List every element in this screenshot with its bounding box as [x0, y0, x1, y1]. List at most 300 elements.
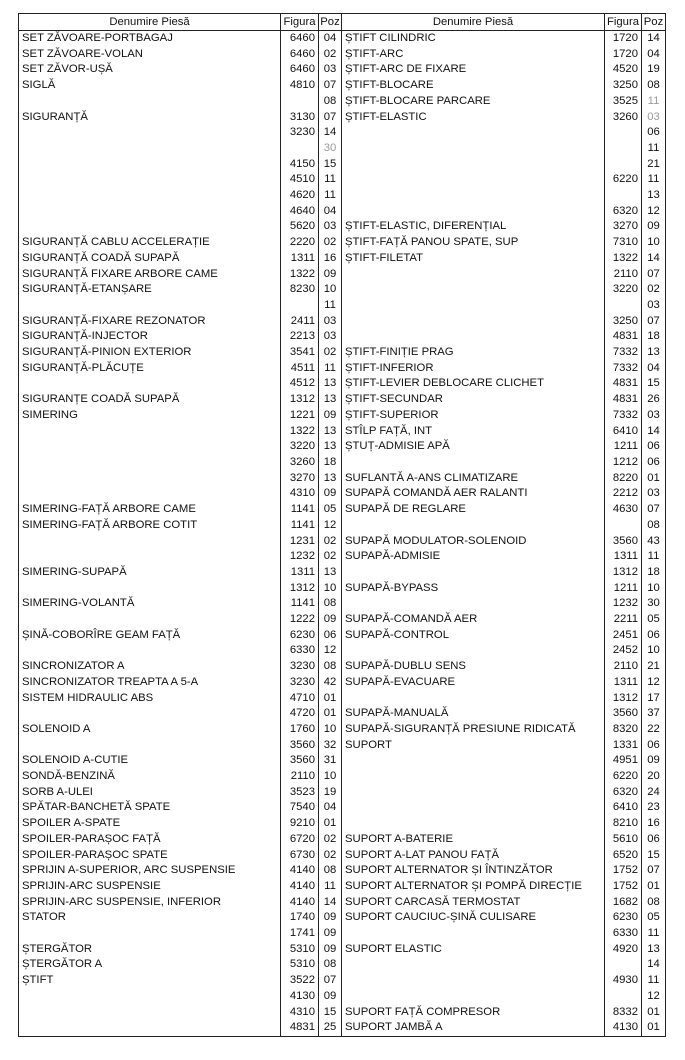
cell-figure-left: 1141	[281, 518, 319, 534]
cell-position-left: 08	[319, 863, 342, 879]
cell-position-right: 18	[642, 329, 666, 345]
table-body	[19, 31, 666, 1037]
cell-position-left: 09	[319, 926, 342, 942]
cell-position-right: 07	[642, 863, 666, 879]
cell-position-right: 08	[642, 518, 666, 534]
cell-figure-left: 3230	[281, 659, 319, 675]
header-position-right: Poz	[642, 14, 666, 31]
cell-position-left: 13	[319, 439, 342, 455]
cell-part-name-right	[342, 785, 605, 801]
cell-position-left: 01	[319, 691, 342, 707]
cell-part-name-left	[19, 706, 281, 722]
cell-position-right: 08	[642, 78, 666, 94]
cell-position-left: 31	[319, 753, 342, 769]
cell-figure-left: 4512	[281, 376, 319, 392]
cell-part-name-right: SUPAPĂ-BYPASS	[342, 581, 605, 597]
cell-part-name-left: STATOR	[19, 910, 281, 926]
table-row	[19, 675, 666, 691]
cell-position-right: 18	[642, 565, 666, 581]
cell-part-name-left	[19, 581, 281, 597]
cell-part-name-left: SPRIJIN-ARC SUSPENSIE, INFERIOR	[19, 895, 281, 911]
cell-position-left: 02	[319, 832, 342, 848]
cell-position-left: 19	[319, 785, 342, 801]
cell-position-left: 09	[319, 267, 342, 283]
cell-position-left: 08	[319, 957, 342, 973]
cell-part-name-left	[19, 738, 281, 754]
cell-figure-right: 2211	[605, 612, 642, 628]
cell-part-name-right: SUPORT A-LAT PANOU FAȚĂ	[342, 848, 605, 864]
cell-figure-right: 1211	[605, 581, 642, 597]
cell-figure-left: 4140	[281, 863, 319, 879]
cell-position-left: 09	[319, 408, 342, 424]
cell-part-name-right	[342, 141, 605, 157]
cell-position-left: 09	[319, 989, 342, 1005]
cell-part-name-right: SUPAPĂ-CONTROL	[342, 628, 605, 644]
cell-part-name-left: ȘTERGĂTOR	[19, 942, 281, 958]
cell-part-name-right: ȘTIFT-LEVIER DEBLOCARE CLICHET	[342, 376, 605, 392]
cell-position-right: 01	[642, 1020, 666, 1036]
table-row	[19, 157, 666, 173]
cell-position-right: 13	[642, 942, 666, 958]
cell-part-name-right: SUPAPĂ-COMANDĂ AER	[342, 612, 605, 628]
cell-figure-left: 4510	[281, 172, 319, 188]
cell-figure-right: 1720	[605, 31, 642, 47]
cell-position-left: 11	[319, 298, 342, 314]
cell-part-name-left	[19, 188, 281, 204]
table-row	[19, 895, 666, 911]
cell-position-right: 04	[642, 361, 666, 377]
cell-figure-right: 6520	[605, 848, 642, 864]
table-row	[19, 471, 666, 487]
table-row	[19, 785, 666, 801]
cell-position-left: 11	[319, 361, 342, 377]
cell-figure-right: 3250	[605, 78, 642, 94]
table-row	[19, 188, 666, 204]
cell-figure-left: 1141	[281, 596, 319, 612]
cell-part-name-right	[342, 267, 605, 283]
cell-figure-left: 3230	[281, 675, 319, 691]
cell-position-right: 07	[642, 267, 666, 283]
cell-figure-left: 1222	[281, 612, 319, 628]
cell-figure-right: 4520	[605, 62, 642, 78]
cell-part-name-right	[342, 314, 605, 330]
cell-position-right: 12	[642, 675, 666, 691]
cell-part-name-right: ȘTIFT-INFERIOR	[342, 361, 605, 377]
header-part-name-left: Denumire Piesă	[19, 14, 281, 31]
cell-figure-left: 2220	[281, 235, 319, 251]
table-row	[19, 596, 666, 612]
cell-part-name-right: ȘTIFT-FILETAT	[342, 251, 605, 267]
cell-position-right: 02	[642, 282, 666, 298]
cell-part-name-right	[342, 643, 605, 659]
cell-figure-left: 6720	[281, 832, 319, 848]
cell-figure-left: 1311	[281, 565, 319, 581]
cell-position-left: 08	[319, 94, 342, 110]
cell-figure-left	[281, 298, 319, 314]
cell-position-right: 15	[642, 848, 666, 864]
table-row	[19, 800, 666, 816]
cell-figure-right: 2212	[605, 486, 642, 502]
cell-part-name-right: SUPAPĂ-MANUALĂ	[342, 706, 605, 722]
cell-part-name-right	[342, 282, 605, 298]
table-row	[19, 1005, 666, 1021]
cell-position-left: 09	[319, 612, 342, 628]
cell-part-name-left: SINCRONIZATOR TREAPTA A 5-A	[19, 675, 281, 691]
cell-part-name-right: SUPAPĂ-SIGURANȚĂ PRESIUNE RIDICATĂ	[342, 722, 605, 738]
cell-part-name-right: ȘTIFT-SUPERIOR	[342, 408, 605, 424]
cell-position-left: 15	[319, 157, 342, 173]
cell-position-right: 11	[642, 973, 666, 989]
cell-position-left: 02	[319, 345, 342, 361]
cell-figure-left: 4130	[281, 989, 319, 1005]
cell-part-name-left	[19, 125, 281, 141]
cell-part-name-right: SUPAPĂ MODULATOR-SOLENOID	[342, 534, 605, 550]
cell-figure-left: 4620	[281, 188, 319, 204]
cell-figure-left: 5310	[281, 957, 319, 973]
cell-position-right: 08	[642, 895, 666, 911]
cell-part-name-left: SIGURANȚĂ	[19, 110, 281, 126]
cell-part-name-right	[342, 298, 605, 314]
cell-figure-right: 3270	[605, 219, 642, 235]
cell-part-name-left: SIGURANȚE COADĂ SUPAPĂ	[19, 392, 281, 408]
cell-part-name-left: SIMERING	[19, 408, 281, 424]
cell-position-left: 04	[319, 31, 342, 47]
cell-part-name-left: SIGURANȚĂ-PINION EXTERIOR	[19, 345, 281, 361]
table-row	[19, 612, 666, 628]
cell-part-name-left	[19, 172, 281, 188]
cell-part-name-right: ȘTIFT-ELASTIC	[342, 110, 605, 126]
table-row	[19, 62, 666, 78]
table-row	[19, 989, 666, 1005]
cell-position-right: 01	[642, 879, 666, 895]
cell-part-name-right: STÎLP FAȚĂ, INT	[342, 424, 605, 440]
cell-figure-left: 1741	[281, 926, 319, 942]
cell-position-left: 04	[319, 800, 342, 816]
cell-figure-right	[605, 518, 642, 534]
cell-position-left: 07	[319, 78, 342, 94]
cell-figure-left: 3560	[281, 738, 319, 754]
cell-position-right: 11	[642, 172, 666, 188]
cell-position-right: 06	[642, 832, 666, 848]
cell-figure-right	[605, 298, 642, 314]
cell-part-name-left: SET ZĂVOARE-VOLAN	[19, 47, 281, 63]
cell-position-left: 12	[319, 643, 342, 659]
cell-part-name-left	[19, 141, 281, 157]
cell-figure-right: 6410	[605, 424, 642, 440]
cell-figure-right: 4831	[605, 392, 642, 408]
cell-position-left: 10	[319, 282, 342, 298]
cell-part-name-left: SPOILER-PARAȘOC SPATE	[19, 848, 281, 864]
cell-part-name-left: SISTEM HIDRAULIC ABS	[19, 691, 281, 707]
cell-figure-right: 6230	[605, 910, 642, 926]
cell-part-name-right	[342, 691, 605, 707]
table-row	[19, 47, 666, 63]
cell-figure-left: 1312	[281, 581, 319, 597]
cell-part-name-right	[342, 816, 605, 832]
table-row	[19, 31, 666, 47]
cell-part-name-left: SIGLĂ	[19, 78, 281, 94]
table-row	[19, 282, 666, 298]
cell-figure-left: 6460	[281, 47, 319, 63]
cell-figure-left: 5310	[281, 942, 319, 958]
cell-part-name-right: ȘTIFT-SECUNDAR	[342, 392, 605, 408]
table-row	[19, 973, 666, 989]
cell-position-left: 02	[319, 235, 342, 251]
cell-figure-right: 3260	[605, 110, 642, 126]
cell-part-name-left: SIGURANȚĂ-ETANȘARE	[19, 282, 281, 298]
cell-figure-right: 1211	[605, 439, 642, 455]
cell-figure-right: 7332	[605, 361, 642, 377]
cell-figure-left: 6730	[281, 848, 319, 864]
cell-figure-left: 3260	[281, 455, 319, 471]
cell-figure-left: 6460	[281, 62, 319, 78]
cell-figure-right: 2452	[605, 643, 642, 659]
cell-part-name-left: SPĂTAR-BANCHETĂ SPATE	[19, 800, 281, 816]
table-row	[19, 486, 666, 502]
table-row	[19, 910, 666, 926]
cell-figure-right: 8320	[605, 722, 642, 738]
cell-part-name-right: SUPORT FAȚĂ COMPRESOR	[342, 1005, 605, 1021]
cell-part-name-right: SUPAPĂ DE REGLARE	[342, 502, 605, 518]
cell-part-name-left	[19, 376, 281, 392]
cell-part-name-left	[19, 204, 281, 220]
cell-figure-left: 5620	[281, 219, 319, 235]
cell-position-right: 24	[642, 785, 666, 801]
cell-position-left: 14	[319, 895, 342, 911]
table-row	[19, 691, 666, 707]
table-row	[19, 565, 666, 581]
cell-position-right: 14	[642, 424, 666, 440]
cell-part-name-left	[19, 989, 281, 1005]
cell-position-right: 06	[642, 439, 666, 455]
cell-part-name-left: ȘTERGĂTOR A	[19, 957, 281, 973]
cell-position-left: 18	[319, 455, 342, 471]
cell-position-right: 06	[642, 628, 666, 644]
table-row	[19, 219, 666, 235]
cell-part-name-left: SOLENOID A-CUTIE	[19, 753, 281, 769]
cell-figure-left: 1312	[281, 392, 319, 408]
cell-position-right: 05	[642, 910, 666, 926]
cell-part-name-left: SIGURANȚĂ CABLU ACCELERAȚIE	[19, 235, 281, 251]
cell-position-right: 30	[642, 596, 666, 612]
cell-figure-right: 4831	[605, 329, 642, 345]
table-row	[19, 408, 666, 424]
cell-part-name-right: SUFLANTĂ A-ANS CLIMATIZARE	[342, 471, 605, 487]
cell-position-left: 02	[319, 47, 342, 63]
cell-part-name-left: ȘTIFT	[19, 973, 281, 989]
cell-part-name-left: SIGURANȚĂ COADĂ SUPAPĂ	[19, 251, 281, 267]
table-row	[19, 172, 666, 188]
cell-position-left: 32	[319, 738, 342, 754]
cell-part-name-left	[19, 612, 281, 628]
cell-part-name-right: ȘTIFT CILINDRIC	[342, 31, 605, 47]
table-row	[19, 534, 666, 550]
header-figure-right: Figura	[605, 14, 642, 31]
cell-figure-right: 1311	[605, 675, 642, 691]
cell-part-name-right	[342, 188, 605, 204]
header-row	[19, 14, 666, 31]
cell-figure-right: 2110	[605, 267, 642, 283]
cell-part-name-right: ȘTIFT-ARC DE FIXARE	[342, 62, 605, 78]
table-row	[19, 361, 666, 377]
table-row	[19, 235, 666, 251]
cell-part-name-left: SET ZĂVOR-UȘĂ	[19, 62, 281, 78]
table-row	[19, 125, 666, 141]
cell-position-right: 15	[642, 376, 666, 392]
cell-figure-right	[605, 957, 642, 973]
cell-position-left: 04	[319, 204, 342, 220]
table-header	[19, 14, 666, 31]
cell-part-name-right: SUPORT ALTERNATOR ȘI POMPĂ DIRECȚIE	[342, 879, 605, 895]
cell-figure-left: 3522	[281, 973, 319, 989]
cell-position-right: 10	[642, 643, 666, 659]
cell-position-right: 11	[642, 94, 666, 110]
cell-figure-right: 3525	[605, 94, 642, 110]
table-row	[19, 345, 666, 361]
cell-figure-left: 3220	[281, 439, 319, 455]
cell-position-left: 02	[319, 848, 342, 864]
cell-position-right: 10	[642, 235, 666, 251]
cell-position-left: 13	[319, 565, 342, 581]
cell-position-left: 07	[319, 110, 342, 126]
cell-position-right: 14	[642, 251, 666, 267]
cell-figure-right: 7332	[605, 408, 642, 424]
cell-figure-left: 7540	[281, 800, 319, 816]
table-row	[19, 628, 666, 644]
cell-part-name-left	[19, 549, 281, 565]
cell-figure-left: 6330	[281, 643, 319, 659]
cell-position-right: 09	[642, 753, 666, 769]
cell-position-left: 08	[319, 659, 342, 675]
cell-figure-right: 1752	[605, 879, 642, 895]
cell-figure-left: 2110	[281, 769, 319, 785]
cell-figure-left: 4720	[281, 706, 319, 722]
cell-position-left: 13	[319, 471, 342, 487]
cell-position-right: 04	[642, 47, 666, 63]
table-row	[19, 926, 666, 942]
cell-figure-left: 4710	[281, 691, 319, 707]
cell-part-name-right: SUPORT CARCASĂ TERMOSTAT	[342, 895, 605, 911]
cell-figure-right: 6330	[605, 926, 642, 942]
cell-position-left: 10	[319, 769, 342, 785]
cell-figure-right	[605, 141, 642, 157]
cell-part-name-left	[19, 298, 281, 314]
cell-position-left: 03	[319, 314, 342, 330]
cell-position-right: 07	[642, 314, 666, 330]
cell-position-right: 16	[642, 816, 666, 832]
table-row	[19, 424, 666, 440]
cell-figure-right: 2110	[605, 659, 642, 675]
cell-position-left: 12	[319, 518, 342, 534]
cell-position-right: 12	[642, 989, 666, 1005]
cell-figure-right: 1212	[605, 455, 642, 471]
cell-part-name-right	[342, 926, 605, 942]
cell-part-name-left: SIGURANȚĂ-PLĂCUȚE	[19, 361, 281, 377]
cell-part-name-right: ȘTIFT-BLOCARE PARCARE	[342, 94, 605, 110]
cell-figure-right: 6410	[605, 800, 642, 816]
cell-position-right: 03	[642, 110, 666, 126]
table-row	[19, 1020, 666, 1036]
cell-part-name-right: ȘTIFT-ELASTIC, DIFERENȚIAL	[342, 219, 605, 235]
table-row	[19, 879, 666, 895]
table-row	[19, 848, 666, 864]
cell-figure-left: 4810	[281, 78, 319, 94]
cell-part-name-left: SIMERING-VOLANTĂ	[19, 596, 281, 612]
cell-position-right: 22	[642, 722, 666, 738]
table-row	[19, 251, 666, 267]
cell-figure-right: 3560	[605, 534, 642, 550]
cell-position-right: 11	[642, 141, 666, 157]
cell-figure-left: 2411	[281, 314, 319, 330]
cell-position-right: 07	[642, 502, 666, 518]
cell-position-right: 21	[642, 659, 666, 675]
header-position-left: Poz	[319, 14, 342, 31]
table-row	[19, 643, 666, 659]
cell-figure-right: 6320	[605, 204, 642, 220]
cell-position-left: 09	[319, 486, 342, 502]
cell-position-right: 05	[642, 612, 666, 628]
cell-position-left: 01	[319, 706, 342, 722]
cell-position-right: 26	[642, 392, 666, 408]
parts-index-table	[18, 13, 666, 1037]
cell-part-name-left	[19, 455, 281, 471]
cell-position-right: 21	[642, 157, 666, 173]
cell-part-name-left	[19, 219, 281, 235]
cell-part-name-right: SUPORT ELASTIC	[342, 942, 605, 958]
cell-figure-left: 1141	[281, 502, 319, 518]
table-row	[19, 722, 666, 738]
cell-position-right: 20	[642, 769, 666, 785]
cell-position-left: 25	[319, 1020, 342, 1036]
cell-position-left: 02	[319, 534, 342, 550]
cell-figure-right: 4951	[605, 753, 642, 769]
cell-position-left: 11	[319, 172, 342, 188]
cell-position-left: 09	[319, 942, 342, 958]
cell-position-right: 10	[642, 581, 666, 597]
cell-figure-right: 1331	[605, 738, 642, 754]
header-part-name-right: Denumire Piesă	[342, 14, 605, 31]
table-row	[19, 581, 666, 597]
cell-figure-left: 6230	[281, 628, 319, 644]
table-row	[19, 204, 666, 220]
cell-part-name-right	[342, 800, 605, 816]
cell-part-name-right: SUPAPĂ-EVACUARE	[342, 675, 605, 691]
cell-figure-left: 3523	[281, 785, 319, 801]
cell-part-name-right: SUPAPĂ-DUBLU SENS	[342, 659, 605, 675]
cell-part-name-left: SORB A-ULEI	[19, 785, 281, 801]
cell-position-left: 16	[319, 251, 342, 267]
cell-part-name-right	[342, 204, 605, 220]
cell-figure-right: 1232	[605, 596, 642, 612]
cell-figure-left: 4150	[281, 157, 319, 173]
cell-part-name-right	[342, 455, 605, 471]
cell-figure-left	[281, 94, 319, 110]
cell-part-name-right	[342, 769, 605, 785]
cell-position-right: 03	[642, 298, 666, 314]
cell-part-name-right	[342, 329, 605, 345]
cell-position-right: 11	[642, 549, 666, 565]
cell-figure-left: 4140	[281, 895, 319, 911]
cell-figure-left: 2213	[281, 329, 319, 345]
cell-part-name-right	[342, 596, 605, 612]
table-row	[19, 267, 666, 283]
cell-figure-right: 1682	[605, 895, 642, 911]
cell-part-name-left	[19, 1020, 281, 1036]
cell-part-name-left	[19, 157, 281, 173]
cell-position-right: 09	[642, 219, 666, 235]
cell-position-right: 03	[642, 408, 666, 424]
cell-part-name-left: SIMERING-FAȚĂ ARBORE CAME	[19, 502, 281, 518]
